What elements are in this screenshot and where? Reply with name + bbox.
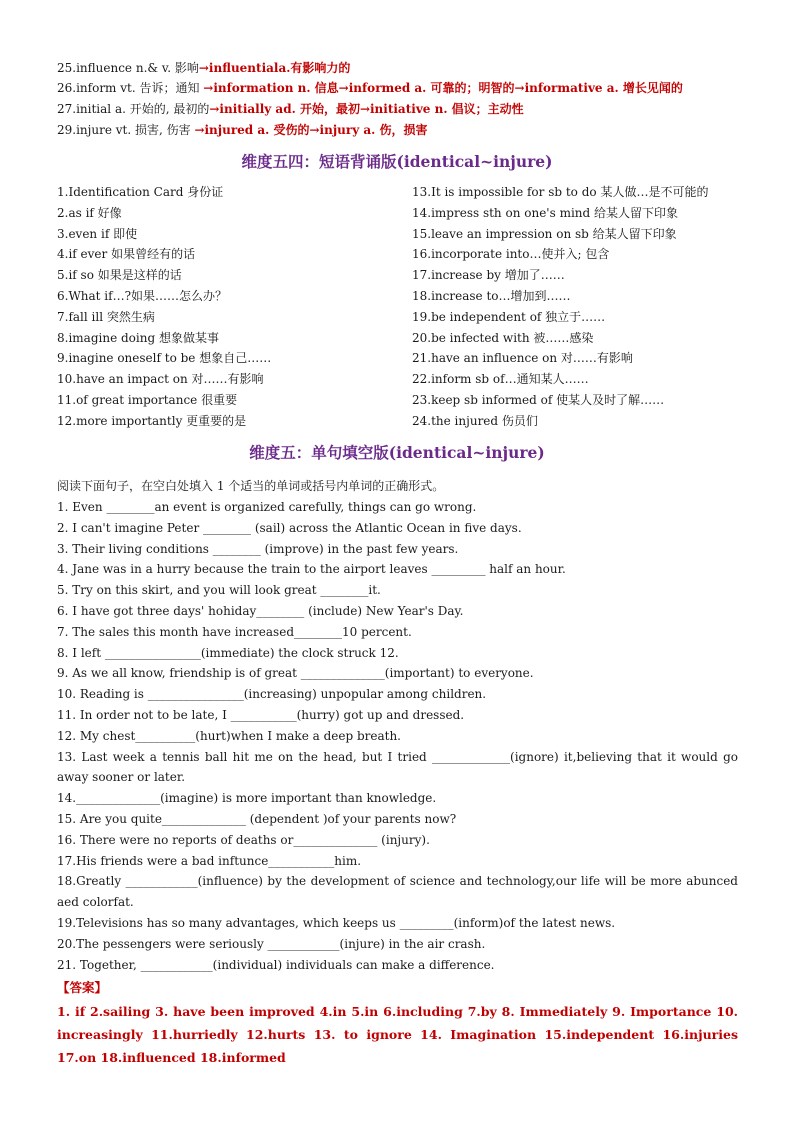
phrase-item: 5.if so 如果是这样的话 (57, 268, 182, 283)
vocab-derivatives: →injured a. 受伤的→injury a. 伤，损害 (194, 123, 428, 137)
exercise-item: 4. Jane was in a hurry because the train to the airport leaves _________ half an hour. (57, 562, 566, 577)
exercise-instruction: 阅读下面句子，在空白处填入 1 个适当的单词或括号内单词的正确形式。 (57, 479, 445, 493)
exercise-item: 17.His friends were a bad inftunce___________him. (57, 853, 362, 868)
phrase-item: 6.What if…?如果……怎么办？ (57, 288, 228, 303)
exercise-item: 16. There were no reports of deaths or______________ (injury). (57, 832, 430, 847)
exercise-item: 8. I left ________________(immediate) the clock struck 12. (57, 645, 399, 660)
exercise-item: 6. I have got three days' hohiday________ (include) New Year's Day. (57, 603, 464, 618)
phrase-item: 20.be infected with 被……感染 (412, 330, 594, 345)
exercise-item: 2. I can't imagine Peter ________ (sail) across the Atlantic Ocean in five days. (57, 520, 522, 535)
phrase-item: 19.be independent of 独立于…… (412, 309, 606, 324)
exercise-item: 13. Last week a tennis ball hit me on the head, but I tried _____________(ignore) it,believing that it would go away sooner or later. (57, 749, 738, 785)
vocab-line-29 (57, 122, 428, 138)
phrase-item: 4.if ever 如果曾经有的话 (57, 247, 196, 262)
phrase-list-right (412, 182, 742, 432)
exercise-item: 11. In order not to be late, I ___________(hurry) got up and dressed. (57, 707, 465, 722)
phrase-item: 17.increase by 增加了…… (412, 268, 565, 283)
phrase-item: 15.leave an impression on sb 给某人留下印象 (412, 226, 677, 241)
vocab-line-26 (57, 80, 683, 96)
phrase-item: 16.incorporate into…使并入; 包含 (412, 247, 610, 262)
exercise-item: 21. Together, ____________(individual) individuals can make a difference. (57, 957, 495, 972)
vocab-text: 29.injure vt. 损害, 伤害 (57, 123, 195, 137)
phrase-item: 2.as if 好像 (57, 205, 122, 220)
phrase-item: 1.Identification Card 身份证 (57, 185, 224, 199)
phrase-item: 23.keep sb informed of 使某人及时了解…… (412, 392, 665, 407)
vocab-derivatives: →influentiala.有影响力的 (198, 61, 351, 75)
phrase-item: 8.imagine doing 想象做某事 (57, 330, 219, 345)
vocab-text: 27.initial a. 开始的, 最初的 (57, 102, 210, 116)
phrase-item: 24.the injured 伤员们 (412, 413, 538, 428)
exercise-item: 7. The sales this month have increased________10 percent. (57, 624, 412, 639)
exercise-list (57, 497, 738, 975)
section-heading-exercises: 维度五：单句填空版(identical~injure) (249, 443, 545, 462)
phrase-item: 10.have an impact on 对……有影响 (57, 372, 264, 387)
exercise-item: 3. Their living conditions ________ (improve) in the past few years. (57, 541, 459, 556)
phrase-item: 18.increase to…增加到…… (412, 288, 571, 303)
vocab-line-25 (57, 60, 350, 76)
phrase-item: 13.It is impossible for sb to do 某人做…是不可能的 (412, 185, 709, 199)
phrase-list-left (57, 182, 402, 432)
vocab-derivatives: →initially ad. 开始，最初→initiative n. 倡议；主动性 (209, 102, 524, 116)
vocab-line-27 (57, 101, 524, 117)
vocab-text: 26.inform vt. 告诉；通知 (57, 81, 204, 95)
phrase-item: 7.fall ill 突然生病 (57, 309, 155, 324)
exercise-item: 14.______________(imagine) is more important than knowledge. (57, 791, 437, 806)
exercise-item: 18.Greatly ____________(influence) by the development of science and technology,our life will be more abunced aed colorfat. (57, 874, 738, 910)
exercise-item: 12. My chest__________(hurt)when I make a deep breath. (57, 728, 401, 743)
phrase-item: 11.of great importance 很重要 (57, 392, 238, 407)
phrase-item: 14.impress sth on one's mind 给某人留下印象 (412, 205, 679, 220)
exercise-item: 9. As we all know, friendship is of great ______________(important) to everyone. (57, 666, 534, 681)
phrase-item: 12.more importantly 更重要的是 (57, 413, 247, 428)
vocab-derivatives: →information n. 信息→informed a. 可靠的；明智的→informative a. 增长见闻的 (203, 81, 683, 95)
answer-label: 【答案】 (57, 980, 108, 995)
exercise-item: 19.Televisions has so many advantages, which keeps us _________(inform)of the latest news. (57, 915, 616, 930)
exercise-item: 15. Are you quite______________ (dependent )of your parents now? (57, 811, 457, 826)
answer-key: 1. if 2.sailing 3. have been improved 4.in 5.in 6.including 7.by 8. Immediately 9. Importance 10. increasingly 11.hurriedly 12.hurts 13. to ignore 14. Imagination 15.independent 16.injuries 17.on 18.influenced 18.informed (57, 1004, 738, 1065)
phrase-item: 22.inform sb of…通知某人…… (412, 372, 589, 387)
exercise-item: 1. Even ________an event is organized carefully, things can go wrong. (57, 500, 477, 514)
phrase-item: 3.even if 即使 (57, 226, 138, 241)
section-heading-phrases: 维度五四：短语背诵版(identical~injure) (241, 152, 553, 171)
vocab-text: 25.influence n.& v. 影响 (57, 61, 199, 75)
exercise-item: 5. Try on this skirt, and you will look great ________it. (57, 583, 381, 598)
phrase-item: 21.have an influence on 对……有影响 (412, 351, 633, 366)
phrase-item: 9.inagine oneself to be 想象自己…… (57, 351, 272, 366)
exercise-item: 10. Reading is ________________(increasing) unpopular among children. (57, 687, 487, 702)
exercise-item: 20.The pessengers were seriously ____________(injure) in the air crash. (57, 936, 486, 951)
